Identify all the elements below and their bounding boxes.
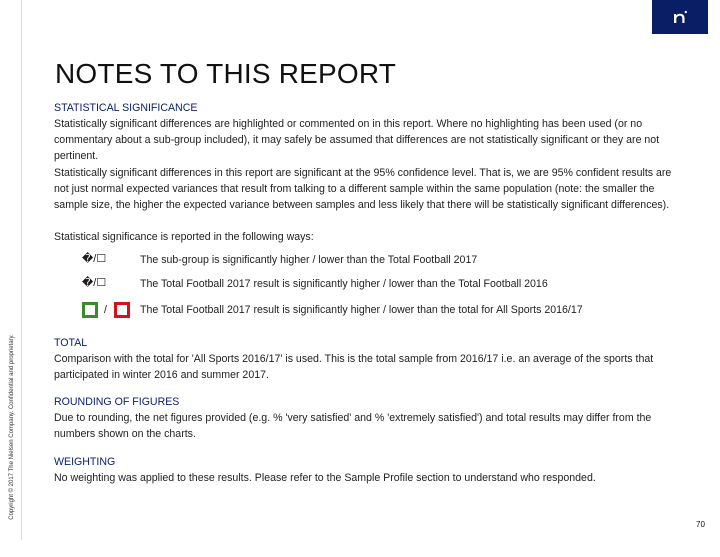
paragraph: Comparison with the total for 'All Sports 2016/17' is used. This is the total sample from 2016/17 i.e. an average of the sports that participated in winter 2016 and summer 2017. [54, 353, 654, 381]
paragraph: No weighting was applied to these results. Please refer to the Sample Profile section to understand who responded. [54, 472, 596, 484]
confidence-paragraph: Statistically significant differences in this report are significant at the 95% confidence level. That is, we are 95% confident results are not just normal expected variances that result from talking to a different sample within the same population (note: the smaller the sample size, the higher the expected variance between samples and less likely that there will be statistically significant differences). [54, 167, 672, 211]
total-section [54, 335, 674, 383]
rounding-section [54, 394, 674, 442]
green-box-icon [82, 302, 98, 318]
higher-lower-arrow-icon: �/☐ [82, 277, 107, 289]
logo-n-icon [670, 7, 690, 27]
legend-item [82, 252, 682, 270]
page-number: 70 [696, 520, 705, 529]
left-margin-rule [21, 0, 22, 540]
statistical-significance-section [54, 100, 674, 164]
legend-text: The Total Football 2017 result is significantly higher / lower than the total for All Sports 2016/17 [140, 304, 583, 316]
legend-item [82, 276, 682, 294]
reporting-intro: Statistical significance is reported in the following ways: [54, 231, 314, 243]
legend-text: The Total Football 2017 result is significantly higher / lower than the Total Football 2016 [140, 278, 548, 290]
paragraph: Statistically significant differences are highlighted or commented on in this report. Where no highlighting has been used (or no commentary about a sub-group included), it may safely be assumed that differences are not statistically significant or they are not pertinent. [54, 118, 660, 162]
legend-item [82, 302, 682, 320]
red-box-icon [114, 302, 130, 318]
section-heading: WEIGHTING [54, 456, 116, 468]
copyright-notice: Copyright © 2017 The Nielsen Company. Confidential and proprietary. [9, 334, 15, 520]
weighting-section [54, 454, 674, 486]
nielsen-logo [652, 0, 708, 34]
section-heading: TOTAL [54, 337, 88, 349]
section-heading: ROUNDING OF FIGURES [54, 396, 180, 408]
separator: / [104, 304, 107, 316]
section-heading: STATISTICAL SIGNIFICANCE [54, 102, 198, 114]
legend-text: The sub-group is significantly higher / lower than the Total Football 2017 [140, 254, 478, 266]
page-title: NOTES TO THIS REPORT [55, 58, 397, 89]
higher-lower-arrow-icon: �/☐ [82, 253, 107, 265]
paragraph: Due to rounding, the net figures provided (e.g. % 'very satisfied' and % 'extremely satisfied') and total results may differ from the numbers shown on the charts. [54, 412, 652, 440]
